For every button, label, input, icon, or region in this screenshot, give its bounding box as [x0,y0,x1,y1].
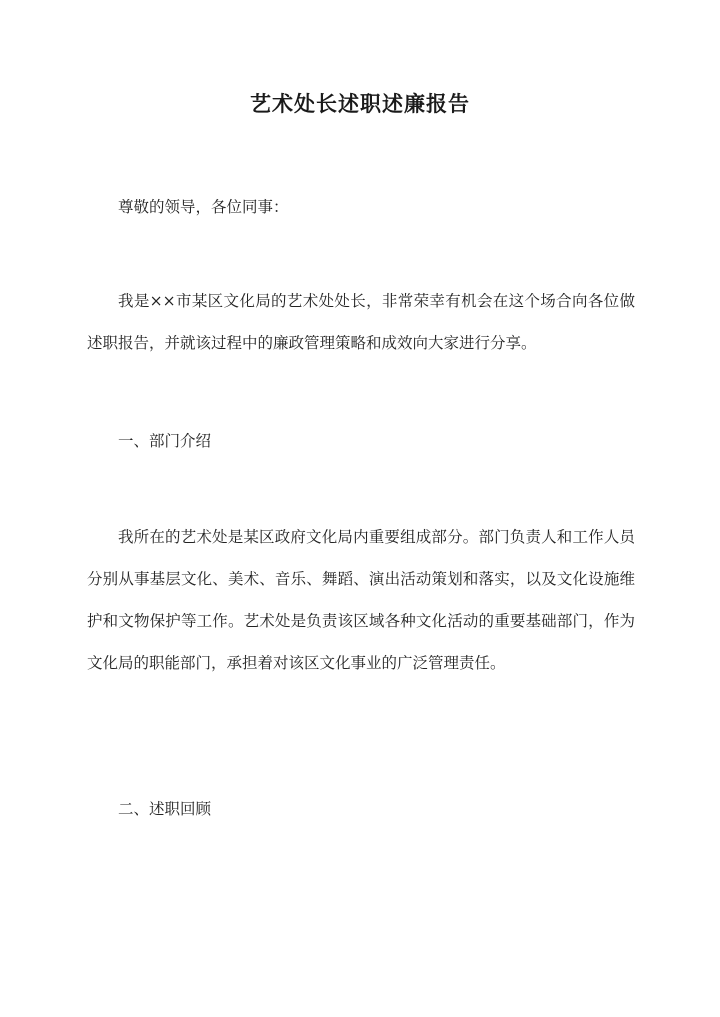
section-heading-department: 一、部门介绍 [118,432,212,450]
greeting-text: 尊敬的领导，各位同事： [118,198,289,216]
department-paragraph: 我所在的艺术处是某区政府文化局内重要组成部分。部门负责人和工作人员分别从事基层文化、美术、音乐、舞蹈、演出活动策划和落实，以及文化设施维护和文物保护等工作。艺术处是负责该区域各种文化活动的重要基础部门，作为文化局的职能部门，承担着对该区文化事业的广泛管理责任。 [87,528,635,672]
document-title: 艺术处长述职述廉报告 [250,91,470,116]
intro-paragraph: 我是××市某区文化局的艺术处处长，非常荣幸有机会在这个场合向各位做述职报告，并就该过程中的廉政管理策略和成效向大家进行分享。 [87,292,635,352]
section-heading-review: 二、述职回顾 [118,800,212,818]
